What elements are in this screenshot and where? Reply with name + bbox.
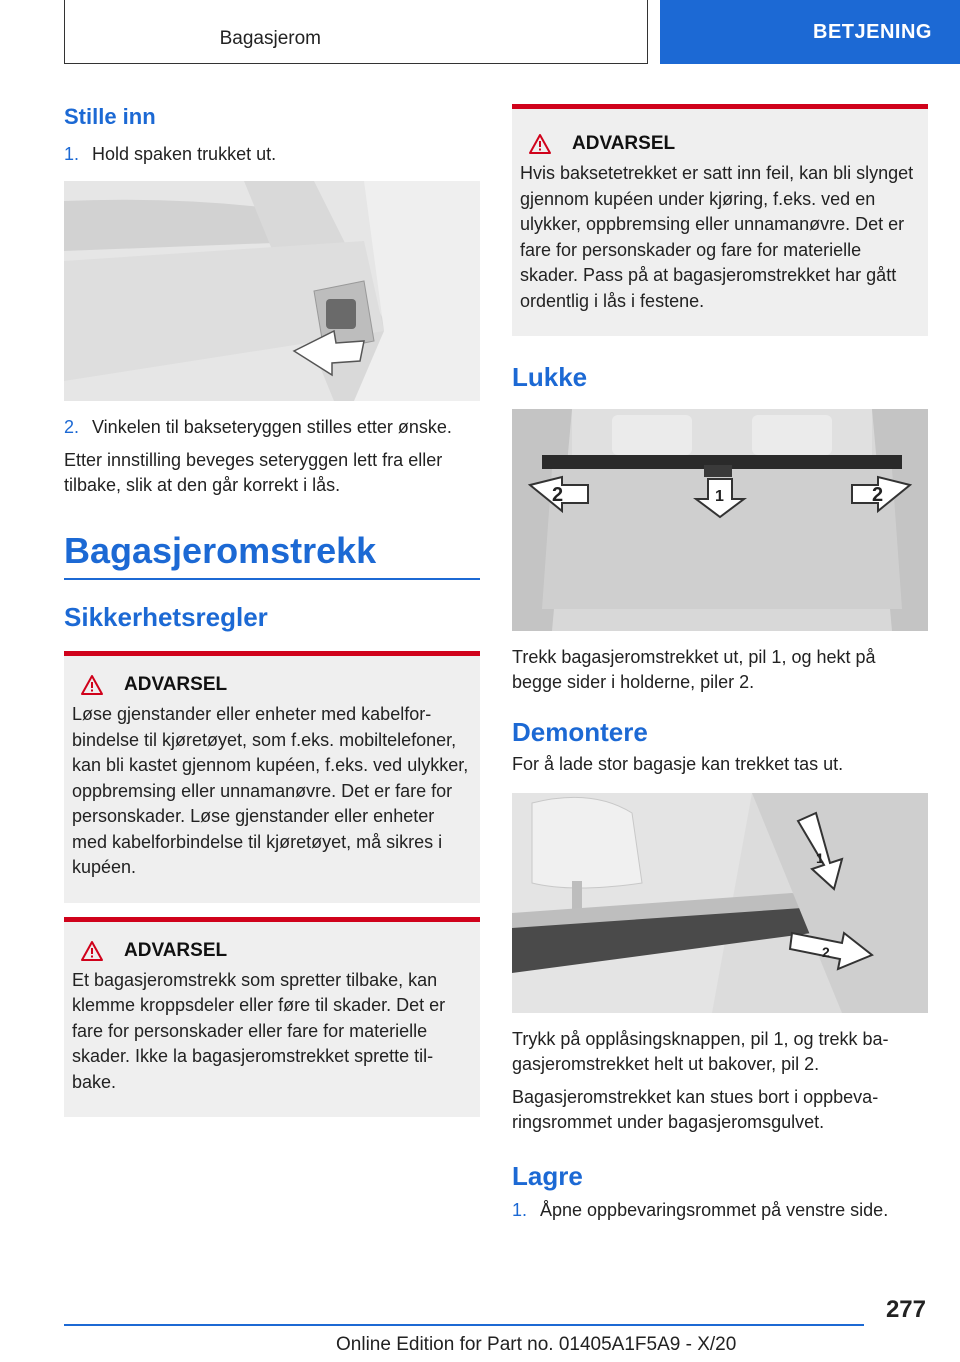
left-column bbox=[64, 100, 480, 1117]
demontere-paragraph-3: Bagasjeromstrekket kan stues bort i oppbevaringsrommet under bagasjeromsgulvet. bbox=[512, 1087, 879, 1132]
footer-edition: Online Edition for Part no. 01405A1F5A9 - X/20 bbox=[336, 1334, 737, 1355]
warning-triangle-icon bbox=[80, 940, 104, 962]
warning-box-2 bbox=[64, 917, 480, 1118]
section-title: Bagasjeromstrekk bbox=[64, 530, 480, 580]
safety-heading: Sikkerhetsregler bbox=[64, 602, 268, 632]
page-number: 277 bbox=[885, 1296, 926, 1323]
warning-text: Et bagasjeromstrekk som spretter tilbake, kan klemme kroppsdeler eller føre til skader. Det er fare for personskader eller fare for materielle skader. Ikke la bagasjeromstrekket sprette tilbake. bbox=[72, 969, 446, 1092]
step-1 bbox=[64, 142, 480, 167]
figure-cover-remove bbox=[512, 793, 928, 1013]
arrow-label-2-right: 2 bbox=[872, 484, 884, 506]
warning-triangle-icon bbox=[528, 133, 552, 155]
warning-triangle-icon bbox=[80, 674, 104, 696]
cargo-cover-close-illustration bbox=[512, 409, 928, 631]
right-column bbox=[512, 104, 928, 1223]
arrow-label-2: 2 bbox=[822, 944, 830, 960]
step-text: Åpne oppbevaringsrommet på venstre side. bbox=[540, 1200, 889, 1220]
stille-inn-heading: Stille inn bbox=[64, 104, 156, 129]
figure-seat-lever bbox=[64, 181, 480, 401]
lagre-step-1 bbox=[512, 1198, 928, 1223]
arrow-label-2-left: 2 bbox=[552, 484, 564, 506]
adjust-paragraph: Etter innstilling beveges seteryggen lett fra eller tilbake, slik at den går korrekt i lås. bbox=[64, 450, 443, 495]
arrow-label-1: 1 bbox=[715, 488, 724, 505]
warning-box-3 bbox=[512, 104, 928, 336]
header-chapter-tab[interactable]: BETJENING bbox=[660, 0, 960, 64]
step-number: 2. bbox=[64, 417, 80, 437]
warning-text: Hvis baksetetrekket er satt inn feil, kan bli slynget gjennom kupéen under kjøring, f.eks. ved en ulykker, oppbremsing eller unnamanøvre. Det er fare for personskader og fare for materielle skader. Pass på at bagasjeromstrekket har gått ordentlig i lås i festene. bbox=[520, 163, 914, 311]
header-frame bbox=[64, 0, 648, 64]
lukke-paragraph: Trekk bagasjeromstrekket ut, pil 1, og hekt på begge sider i holderne, piler 2. bbox=[512, 647, 876, 692]
warning-text: Løse gjenstander eller enheter med kabelforbindelse til kjøretøyet, som f.eks. mobiltelefoner, kan bli kastet gjennom kupéen, f.eks. ved ulykker, oppbremsing eller unnamanøvre. Det er fare for personskader. Løse gjenstander eller enheter med kabelforbindelse til kjøretøyet, må sikres i kupéen. bbox=[72, 704, 469, 877]
demontere-paragraph: For å lade stor bagasje kan trekket tas ut. bbox=[512, 754, 844, 774]
step-number: 1. bbox=[64, 144, 80, 164]
demontere-paragraph-2: Trykk på opplåsingsknappen, pil 1, og trekk bagasjeromstrekket helt ut bakover, pil 2. bbox=[512, 1029, 889, 1074]
step-text: Hold spaken trukket ut. bbox=[92, 144, 277, 164]
warning-title-row bbox=[72, 940, 470, 962]
warning-title: ADVARSEL bbox=[572, 133, 676, 154]
step-text: Vinkelen til bakseteryggen stilles etter ønske. bbox=[92, 417, 452, 437]
lagre-heading: Lagre bbox=[512, 1161, 583, 1191]
warning-title: ADVARSEL bbox=[124, 674, 228, 695]
step-number: 1. bbox=[512, 1200, 528, 1220]
warning-box-1 bbox=[64, 651, 480, 903]
header-section-title: Bagasjerom bbox=[219, 28, 321, 49]
warning-title-row bbox=[72, 674, 470, 696]
lukke-heading: Lukke bbox=[512, 362, 588, 392]
warning-title-row bbox=[520, 133, 918, 155]
arrow-label-1: 1 bbox=[816, 850, 824, 866]
seat-lever-illustration bbox=[64, 181, 480, 401]
demontere-heading: Demontere bbox=[512, 717, 648, 747]
cargo-cover-remove-illustration bbox=[512, 793, 928, 1013]
figure-cover-close bbox=[512, 409, 928, 631]
step-2 bbox=[64, 415, 480, 440]
warning-title: ADVARSEL bbox=[124, 939, 228, 961]
footer-divider bbox=[64, 1324, 864, 1326]
